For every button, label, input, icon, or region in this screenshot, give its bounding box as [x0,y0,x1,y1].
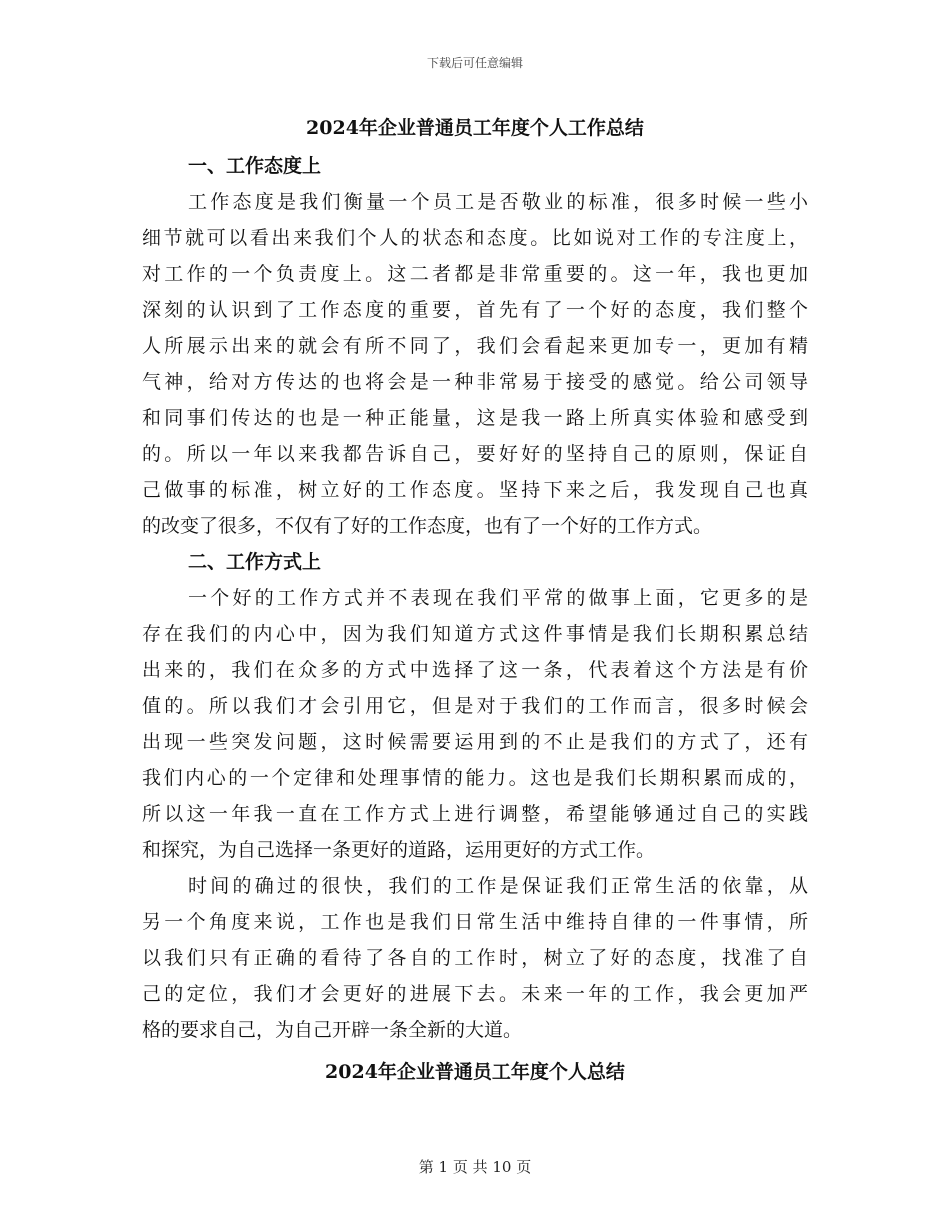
paragraph-line: 深刻的认识到了工作态度的重要，首先有了一个好的态度，我们整个 [142,299,808,321]
paragraph-line: 和探究，为自己选择一条更好的道路，运用更好的方式工作。 [142,839,656,861]
paragraph-line: 的改变了很多，不仅有了好的工作态度，也有了一个好的工作方式。 [142,515,713,537]
paragraph-closing [142,868,808,1048]
section-heading-attitude: 一、工作态度上 [188,155,322,177]
paragraph-line: 格的要求自己，为自己开辟一条全新的大道。 [142,1019,523,1041]
document-title: 2024年企业普通员工年度个人工作总结 [306,117,644,139]
paragraph-line: 气神，给对方传达的也将会是一种非常易于接受的感觉。给公司领导 [142,371,808,393]
paragraph-line: 和同事们传达的也是一种正能量，这是我一路上所真实体验和感受到 [142,407,808,429]
page-footer: 第 1 页 共 10 页 [418,1158,532,1176]
paragraph-line: 工作态度是我们衡量一个员工是否敬业的标准，很多时候一些小 [188,191,808,213]
document-body [142,108,808,1090]
paragraph-line: 己做事的标准，树立好的工作态度。坚持下来之后，我发现自己也真 [142,479,808,501]
paragraph-line: 值的。所以我们才会引用它，但是对于我们的工作而言，很多时候会 [142,695,808,717]
paragraph-line: 出来的，我们在众多的方式中选择了这一条，代表着这个方法是有价 [142,659,808,681]
paragraph-line: 出现一些突发问题，这时候需要运用到的不止是我们的方式了，还有 [142,731,808,753]
paragraph-line: 一个好的工作方式并不表现在我们平常的做事上面，它更多的是 [188,587,808,609]
next-document-title: 2024年企业普通员工年度个人总结 [325,1061,625,1083]
paragraph-line: 人所展示出来的就会有所不同了，我们会看起来更加专一，更加有精 [142,335,808,357]
paragraph-method [142,580,808,868]
paragraph-line: 另一个角度来说，工作也是我们日常生活中维持自律的一件事情，所 [142,911,808,933]
paragraph-line: 对工作的一个负责度上。这二者都是非常重要的。这一年，我也更加 [142,263,808,285]
paragraph-line: 所以这一年我一直在工作方式上进行调整，希望能够通过自己的实践 [142,803,808,825]
paragraph-line: 的。所以一年以来我都告诉自己，要好好的坚持自己的原则，保证自 [142,443,808,465]
section-heading-method: 二、工作方式上 [188,551,322,573]
paragraph-line: 细节就可以看出来我们个人的状态和态度。比如说对工作的专注度上， [142,227,808,249]
paragraph-line: 己的定位，我们才会更好的进展下去。未来一年的工作，我会更加严 [142,983,808,1005]
paragraph-attitude [142,184,808,544]
header-note: 下载后可任意编辑 [426,56,523,70]
paragraph-line: 存在我们的内心中，因为我们知道方式这件事情是我们长期积累总结 [142,623,808,645]
paragraph-line: 时间的确过的很快，我们的工作是保证我们正常生活的依靠，从 [188,875,808,897]
paragraph-line: 我们内心的一个定律和处理事情的能力。这也是我们长期积累而成的， [142,767,808,789]
paragraph-line: 以我们只有正确的看待了各自的工作时，树立了好的态度，找准了自 [142,947,808,969]
